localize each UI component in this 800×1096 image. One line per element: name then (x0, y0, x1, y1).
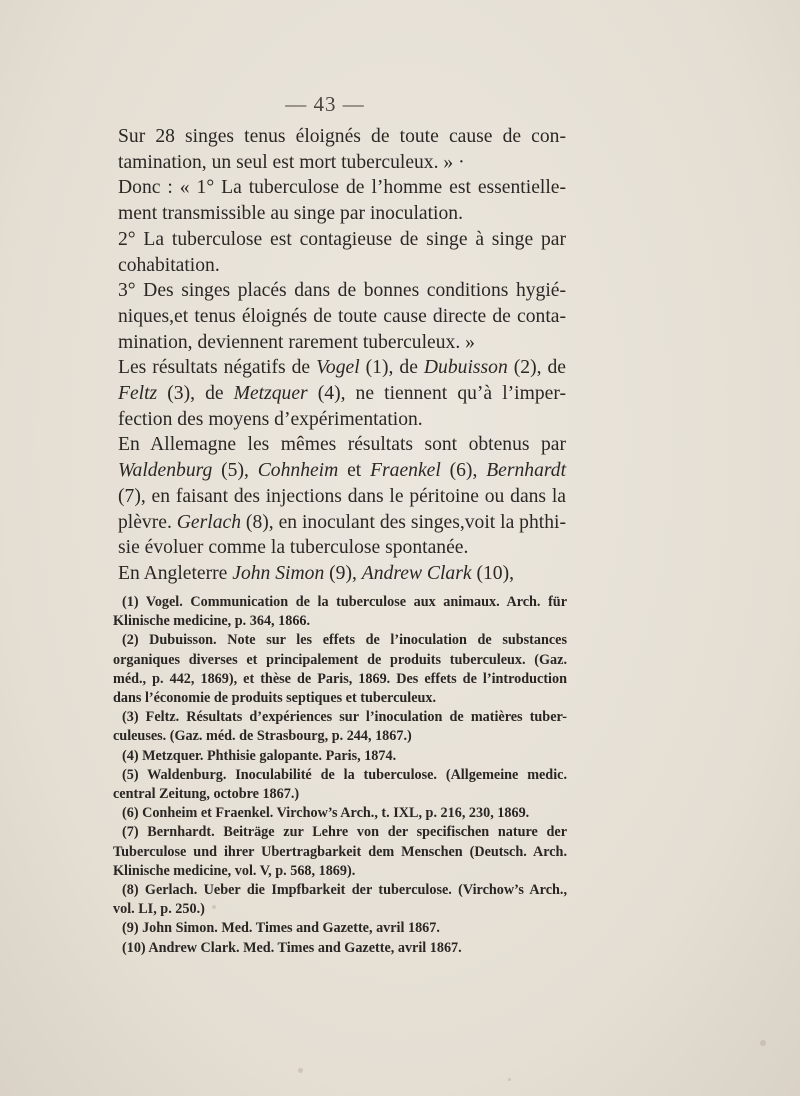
text-run: (4), ne tiennent qu’à l’imper-fection des moyens d’expérimentation. (118, 383, 567, 430)
author-name: Bernhardt (486, 460, 567, 482)
text-run: Les résultats négatifs de (118, 357, 317, 379)
text-run: (8), en inoculant des singes,voit la phthi-sie évoluer comme la tuberculose spontanée. (118, 511, 566, 559)
footnote-5: (5) Waldenburg. Inoculabilité de la tuberculose. (Allgemeine medic. central Zeitung, octobre 1867.) (113, 766, 567, 803)
text-run: et (338, 460, 371, 482)
footnote-3: (3) Feltz. Résultats d’expériences sur l’inoculation de matières tuber-culeuses. (Gaz. méd. de Strasbourg, p. 244, 1867.) (113, 709, 567, 745)
author-name: John Simon (232, 562, 325, 584)
paper-speck (760, 1040, 766, 1046)
text-run: (5), (212, 460, 258, 482)
author-name: Waldenburg (118, 460, 213, 482)
paragraph-7 (118, 561, 566, 587)
paper-speck (508, 1078, 511, 1081)
footnote-8: (8) Gerlach. Ueber die Impfbarkeit der tuberculose. (Virchow’s Arch., vol. LI, p. 250.) (113, 882, 567, 918)
text-run: En Allemagne les mêmes résultats sont obtenus par (118, 434, 566, 456)
text-run: (9), (324, 562, 362, 584)
paragraph-4: 3° Des singes placés dans de bonnes conditions hygié-niques,et tenus éloignés de toute cause directe de conta-mination, deviennent rarement tuberculeux. » (118, 280, 566, 353)
author-name: Metzquer (233, 383, 308, 405)
text-run: (10), (471, 562, 515, 584)
paper-speck (212, 905, 216, 909)
author-name: Andrew Clark (361, 562, 472, 584)
author-name: Cohnheim (257, 460, 339, 482)
paper-speck (298, 1068, 303, 1073)
footnote-1: (1) Vogel. Communication de la tuberculose aux animaux. Arch. für Klinische medicine, p. 364, 1866. (113, 594, 567, 630)
author-name: Vogel (316, 357, 360, 379)
page-number: — 43 — (285, 92, 365, 116)
paragraph-6 (118, 432, 566, 561)
text-run: (7), en faisant des injections dans le péritoine ou dans la plèvre. (118, 485, 566, 533)
footnote-2: (2) Dubuisson. Note sur les effets de l’inoculation de substances organiques diverses et principalement de produits tuberculeux. (Gaz. méd., p. 442, 1869), et thèse de Paris, 1869. Des effets de l’introduction dans l’économie de produits septiques et tuberculeux. (113, 632, 567, 707)
footnote-6: (6) Conheim et Fraenkel. Virchow’s Arch., t. IXL, p. 216, 230, 1869. (122, 805, 530, 822)
footnotes (113, 593, 567, 958)
paragraph-2: Donc : « 1° La tuberculose de l’homme est essentielle-ment transmissible au singe par inoculation. (118, 177, 566, 225)
footnote-9: (9) John Simon. Med. Times and Gazette, avril 1867. (122, 920, 440, 937)
paragraph-5 (118, 355, 566, 432)
text-run: En Angleterre (118, 562, 233, 584)
footnote-7: (7) Bernhardt. Beiträge zur Lehre von der specifischen nature der Tuberculose und ihrer Ubertragbarkeit dem Menschen (Deutsch. Arch. Klinische medicine, vol. V, p. 568, 1869). (113, 824, 567, 879)
footnote-4: (4) Metzquer. Phthisie galopante. Paris, 1874. (122, 747, 397, 764)
text-run: (3), de (157, 383, 234, 405)
author-name: Fraenkel (370, 460, 441, 482)
text-run: (6), (440, 460, 487, 482)
main-text (118, 124, 566, 587)
author-name: Feltz (118, 383, 158, 405)
paragraph-3: 2° La tuberculose est contagieuse de singe à singe par cohabitation. (118, 228, 566, 276)
footnote-10: (10) Andrew Clark. Med. Times and Gazette, avril 1867. (122, 939, 462, 956)
author-name: Dubuisson (423, 357, 508, 379)
author-name: Gerlach (176, 511, 241, 533)
text-run: (1), de (359, 357, 424, 379)
paragraph-1: Sur 28 singes tenus éloignés de toute cause de con-tamination, un seul est mort tuberculeux. » · (118, 126, 566, 173)
text-run: (2), de (507, 357, 566, 379)
